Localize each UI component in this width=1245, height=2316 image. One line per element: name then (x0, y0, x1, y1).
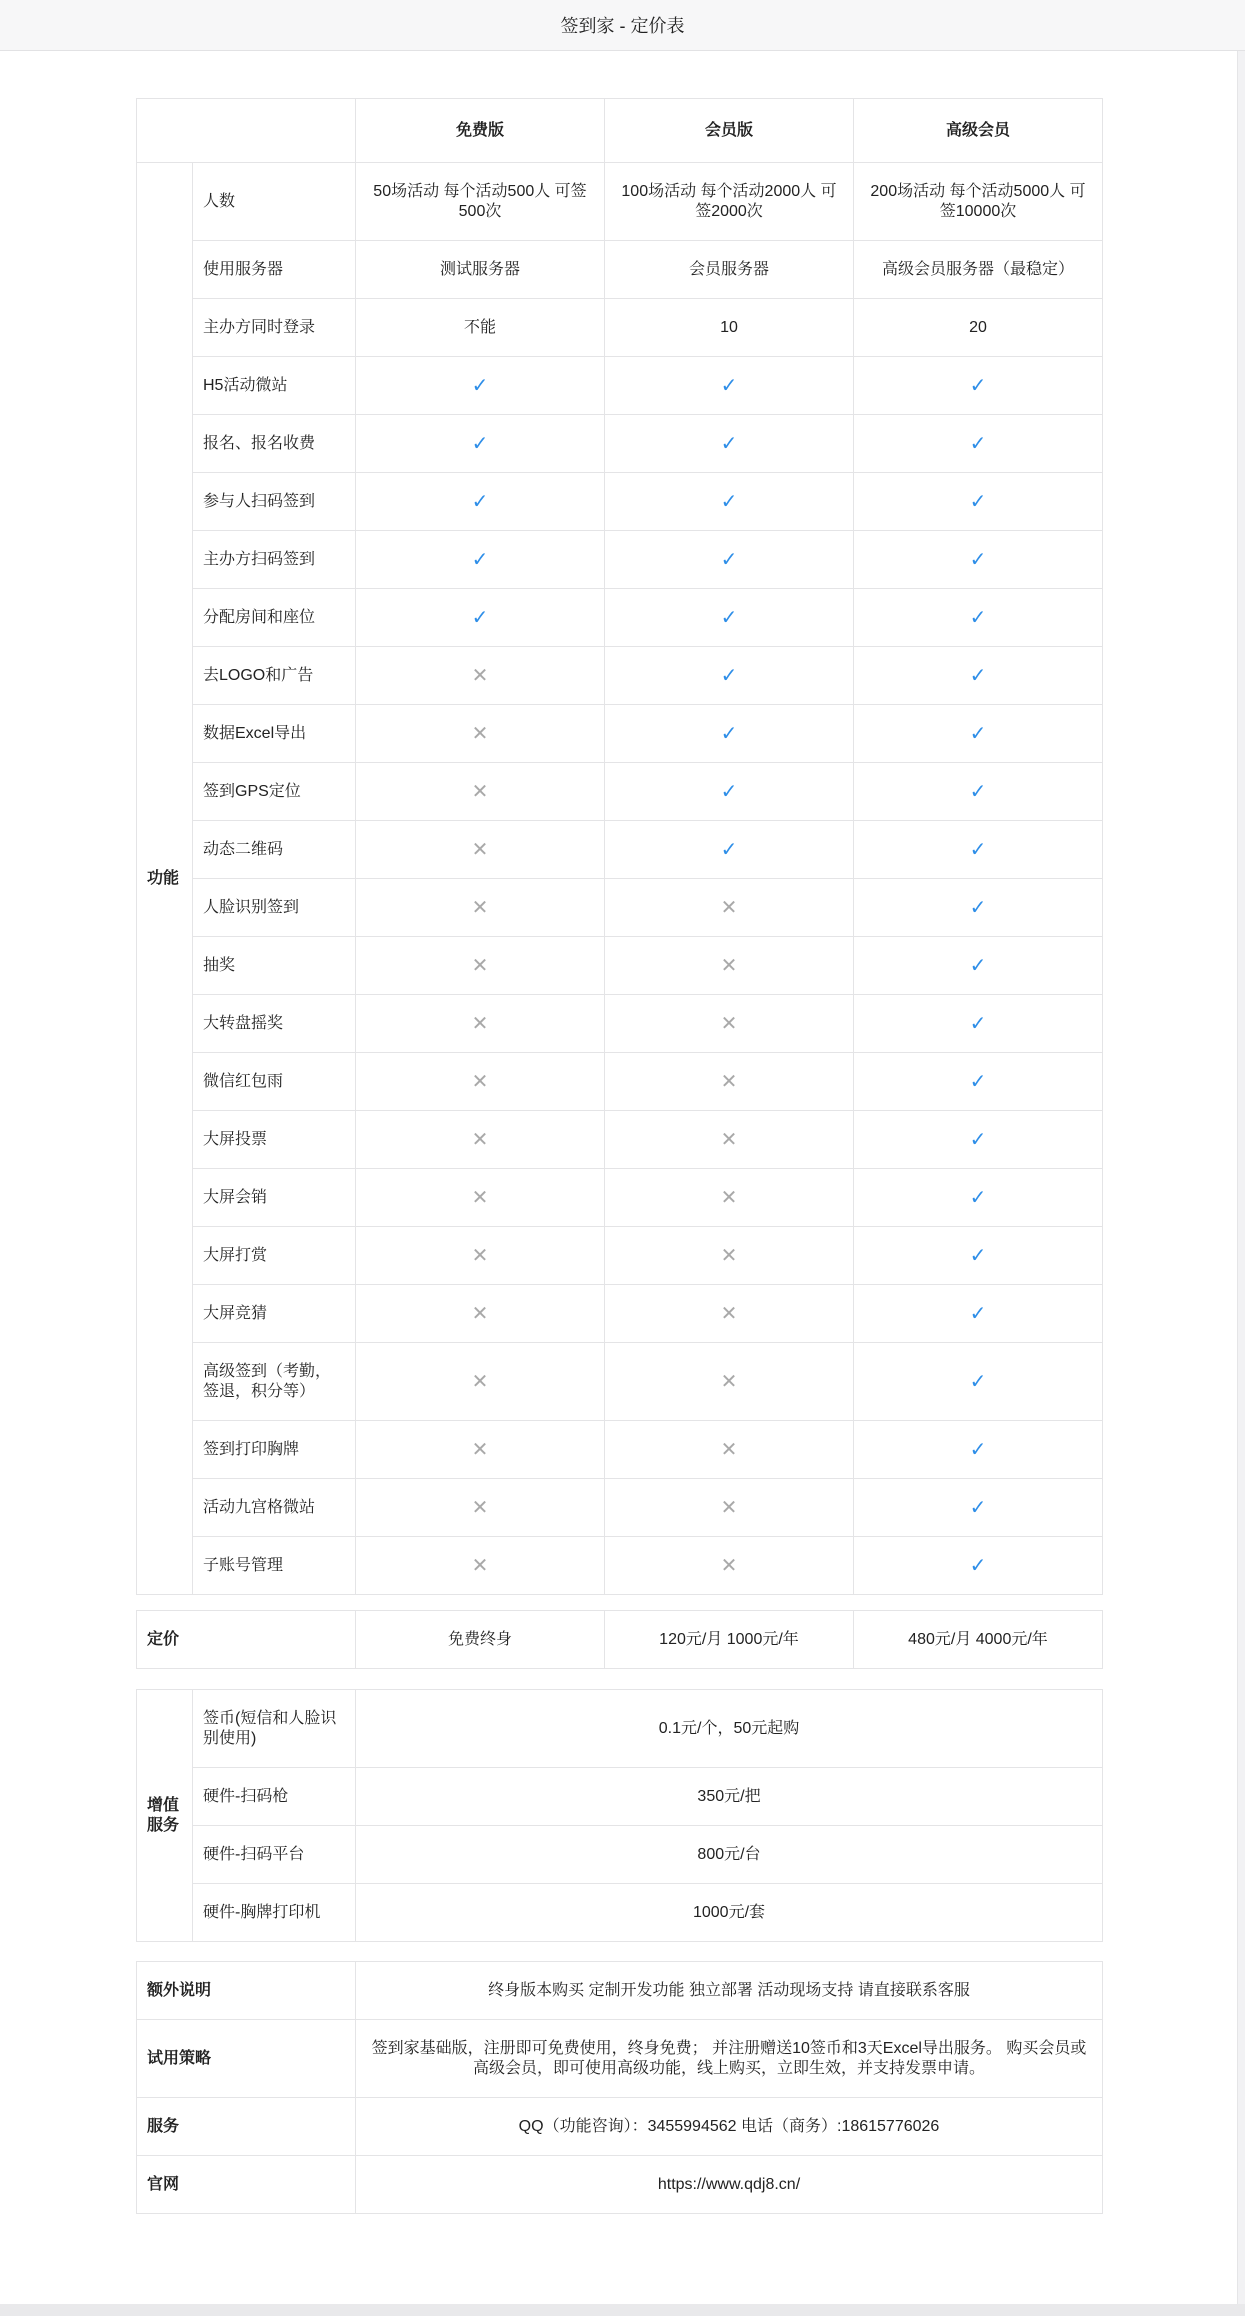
cross-icon: ✕ (605, 879, 854, 937)
cross-icon: ✕ (605, 1227, 854, 1285)
cross-icon: ✕ (605, 1343, 854, 1421)
feature-row (137, 241, 1103, 299)
feature-value: 100场活动 每个活动2000人 可签2000次 (605, 163, 854, 241)
cross-icon: ✕ (605, 937, 854, 995)
feature-row (137, 1537, 1103, 1595)
check-icon: ✓ (854, 821, 1103, 879)
cross-icon: ✕ (605, 1111, 854, 1169)
feature-label: 签到打印胸牌 (193, 1421, 356, 1479)
check-icon: ✓ (605, 821, 854, 879)
check-icon: ✓ (605, 705, 854, 763)
check-icon: ✓ (356, 589, 605, 647)
cross-icon: ✕ (356, 1421, 605, 1479)
plan-header-row (137, 99, 1103, 163)
cross-icon: ✕ (356, 1343, 605, 1421)
feature-row (137, 1343, 1103, 1421)
info-label: 试用策略 (137, 2020, 356, 2098)
check-icon: ✓ (605, 531, 854, 589)
va-row (137, 1690, 1103, 1768)
cross-icon: ✕ (356, 1053, 605, 1111)
check-icon: ✓ (605, 473, 854, 531)
feature-label: 活动九宫格微站 (193, 1479, 356, 1537)
price-member: 120元/月 1000元/年 (605, 1611, 854, 1669)
check-icon: ✓ (854, 1285, 1103, 1343)
check-icon: ✓ (854, 705, 1103, 763)
features-table (136, 98, 1103, 1595)
feature-value: 10 (605, 299, 854, 357)
cross-icon: ✕ (605, 1285, 854, 1343)
cross-icon: ✕ (356, 1285, 605, 1343)
feature-label: 大转盘摇奖 (193, 995, 356, 1053)
cross-icon: ✕ (356, 1479, 605, 1537)
check-icon: ✓ (854, 995, 1103, 1053)
cross-icon: ✕ (356, 821, 605, 879)
header-blank (137, 99, 356, 163)
feature-label: 大屏竞猜 (193, 1285, 356, 1343)
feature-label: 主办方同时登录 (193, 299, 356, 357)
feature-label: 分配房间和座位 (193, 589, 356, 647)
va-row (137, 1884, 1103, 1942)
feature-row (137, 357, 1103, 415)
check-icon: ✓ (854, 1169, 1103, 1227)
cross-icon: ✕ (605, 1537, 854, 1595)
check-icon: ✓ (854, 1343, 1103, 1421)
cross-icon: ✕ (356, 1537, 605, 1595)
check-icon: ✓ (356, 415, 605, 473)
cross-icon: ✕ (356, 1111, 605, 1169)
info-value: 终身版本购买 定制开发功能 独立部署 活动现场支持 请直接联系客服 (356, 1962, 1103, 2020)
va-item-value: 1000元/套 (356, 1884, 1103, 1942)
va-item-label: 硬件-扫码枪 (193, 1768, 356, 1826)
check-icon: ✓ (605, 589, 854, 647)
feature-row (137, 163, 1103, 241)
check-icon: ✓ (854, 647, 1103, 705)
check-icon: ✓ (854, 1421, 1103, 1479)
cross-icon: ✕ (356, 937, 605, 995)
price-free: 免费终身 (356, 1611, 605, 1669)
feature-label: 大屏打赏 (193, 1227, 356, 1285)
plan-header-free: 免费版 (356, 99, 605, 163)
feature-row (137, 1479, 1103, 1537)
cross-icon: ✕ (356, 1227, 605, 1285)
website-link[interactable]: https://www.qdj8.cn/ (356, 2156, 1103, 2214)
feature-row (137, 821, 1103, 879)
window-title: 签到家 - 定价表 (560, 16, 685, 36)
info-row (137, 2156, 1103, 2214)
check-icon: ✓ (605, 415, 854, 473)
check-icon: ✓ (854, 1111, 1103, 1169)
feature-row (137, 647, 1103, 705)
price-premium: 480元/月 4000元/年 (854, 1611, 1103, 1669)
feature-value: 200场活动 每个活动5000人 可签10000次 (854, 163, 1103, 241)
check-icon: ✓ (854, 1053, 1103, 1111)
cross-icon: ✕ (356, 647, 605, 705)
va-section-label: 增值服务 (137, 1690, 193, 1942)
check-icon: ✓ (605, 647, 854, 705)
cross-icon: ✕ (356, 1169, 605, 1227)
feature-value: 20 (854, 299, 1103, 357)
info-value: 签到家基础版，注册即可免费使用，终身免费； 并注册赠送10签币和3天Excel导出服务。 购买会员或高级会员，即可使用高级功能，线上购买，立即生效，并支持发票申请。 (356, 2020, 1103, 2098)
cross-icon: ✕ (605, 1421, 854, 1479)
check-icon: ✓ (854, 473, 1103, 531)
info-label: 服务 (137, 2098, 356, 2156)
check-icon: ✓ (356, 473, 605, 531)
va-item-value: 350元/把 (356, 1768, 1103, 1826)
check-icon: ✓ (854, 879, 1103, 937)
check-icon: ✓ (605, 763, 854, 821)
feature-row (137, 937, 1103, 995)
va-item-label: 硬件-胸牌打印机 (193, 1884, 356, 1942)
cross-icon: ✕ (605, 1053, 854, 1111)
cross-icon: ✕ (356, 995, 605, 1053)
info-label: 额外说明 (137, 1962, 356, 2020)
check-icon: ✓ (854, 1479, 1103, 1537)
feature-label: 主办方扫码签到 (193, 531, 356, 589)
feature-label: 去LOGO和广告 (193, 647, 356, 705)
window-titlebar (0, 0, 1245, 51)
feature-row (137, 879, 1103, 937)
feature-label: 使用服务器 (193, 241, 356, 299)
va-item-value: 0.1元/个，50元起购 (356, 1690, 1103, 1768)
info-value: QQ（功能咨询）：3455994562 电话（商务）:18615776026 (356, 2098, 1103, 2156)
feature-label: 子账号管理 (193, 1537, 356, 1595)
va-item-label: 硬件-扫码平台 (193, 1826, 356, 1884)
check-icon: ✓ (356, 357, 605, 415)
feature-row (137, 705, 1103, 763)
feature-value: 50场活动 每个活动500人 可签500次 (356, 163, 605, 241)
feature-value: 高级会员服务器（最稳定） (854, 241, 1103, 299)
feature-label: 微信红包雨 (193, 1053, 356, 1111)
feature-value: 会员服务器 (605, 241, 854, 299)
feature-label: 大屏会销 (193, 1169, 356, 1227)
feature-label: 大屏投票 (193, 1111, 356, 1169)
feature-label: 人数 (193, 163, 356, 241)
va-item-value: 800元/台 (356, 1826, 1103, 1884)
features-body (137, 163, 1103, 1595)
feature-row (137, 995, 1103, 1053)
va-row (137, 1768, 1103, 1826)
plan-header-premium: 高级会员 (854, 99, 1103, 163)
info-row (137, 2098, 1103, 2156)
feature-row (137, 1421, 1103, 1479)
check-icon: ✓ (356, 531, 605, 589)
feature-row (137, 1053, 1103, 1111)
info-row (137, 1962, 1103, 2020)
check-icon: ✓ (854, 1537, 1103, 1595)
window-bottom-bar (0, 2304, 1245, 2316)
feature-label: 人脸识别签到 (193, 879, 356, 937)
va-row (137, 1826, 1103, 1884)
feature-label: 动态二维码 (193, 821, 356, 879)
cross-icon: ✕ (605, 1479, 854, 1537)
value-added-table (136, 1689, 1103, 1942)
plan-header-member: 会员版 (605, 99, 854, 163)
feature-row (137, 531, 1103, 589)
pricing-table (136, 1610, 1103, 1669)
feature-row (137, 763, 1103, 821)
cross-icon: ✕ (356, 879, 605, 937)
cross-icon: ✕ (356, 763, 605, 821)
pricing-row (137, 1611, 1103, 1669)
cross-icon: ✕ (605, 995, 854, 1053)
feature-label: H5活动微站 (193, 357, 356, 415)
cross-icon: ✕ (605, 1169, 854, 1227)
feature-row (137, 1169, 1103, 1227)
info-row (137, 2020, 1103, 2098)
feature-label: 高级签到（考勤，签退，积分等） (193, 1343, 356, 1421)
feature-row (137, 299, 1103, 357)
info-label: 官网 (137, 2156, 356, 2214)
feature-label: 签到GPS定位 (193, 763, 356, 821)
feature-value: 测试服务器 (356, 241, 605, 299)
feature-row (137, 1285, 1103, 1343)
feature-row (137, 473, 1103, 531)
check-icon: ✓ (854, 937, 1103, 995)
feature-label: 参与人扫码签到 (193, 473, 356, 531)
check-icon: ✓ (854, 415, 1103, 473)
feature-row (137, 589, 1103, 647)
check-icon: ✓ (854, 1227, 1103, 1285)
check-icon: ✓ (854, 589, 1103, 647)
feature-value: 不能 (356, 299, 605, 357)
info-table (136, 1961, 1103, 2214)
features-section-label: 功能 (137, 163, 193, 1595)
check-icon: ✓ (605, 357, 854, 415)
check-icon: ✓ (854, 357, 1103, 415)
feature-row (137, 1111, 1103, 1169)
feature-row (137, 1227, 1103, 1285)
cross-icon: ✕ (356, 705, 605, 763)
feature-label: 抽奖 (193, 937, 356, 995)
feature-label: 数据Excel导出 (193, 705, 356, 763)
pricing-label: 定价 (137, 1611, 356, 1669)
feature-row (137, 415, 1103, 473)
feature-label: 报名、报名收费 (193, 415, 356, 473)
va-item-label: 签币(短信和人脸识别使用) (193, 1690, 356, 1768)
check-icon: ✓ (854, 763, 1103, 821)
check-icon: ✓ (854, 531, 1103, 589)
